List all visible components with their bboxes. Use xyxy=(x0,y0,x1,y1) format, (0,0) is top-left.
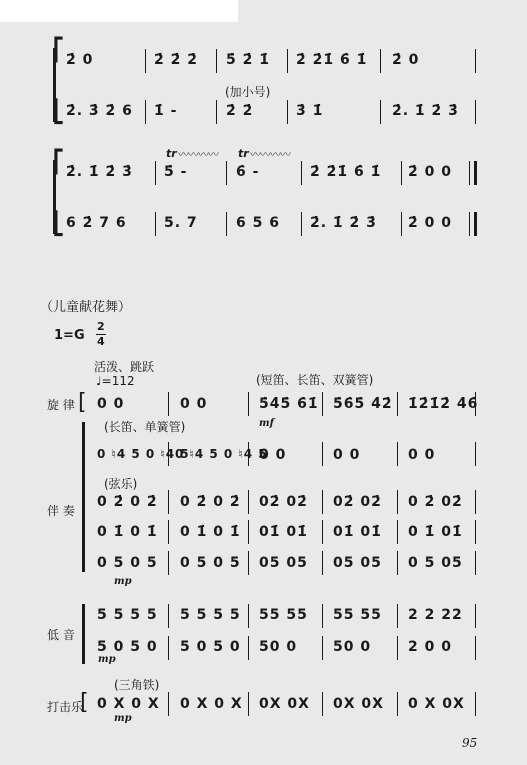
measure: 0 0 xyxy=(180,396,208,412)
barline xyxy=(475,604,476,628)
accomp-bracket xyxy=(82,422,85,572)
barline xyxy=(401,161,402,185)
percussion-bracket: [ xyxy=(80,690,89,715)
strings-instruments: (弦乐) xyxy=(104,477,138,491)
barline xyxy=(322,490,323,514)
barline xyxy=(168,692,169,716)
barline xyxy=(322,442,323,466)
measure: 2̇ 0 0 xyxy=(408,215,452,231)
measure: 0 X 0 X xyxy=(180,696,243,712)
measure: 0 X 0 X xyxy=(97,696,160,712)
piece-title: （儿童献花舞） xyxy=(40,300,132,315)
measure: 05 05 xyxy=(259,555,308,571)
measure: 0 2̇ 0 2̇ xyxy=(97,494,158,510)
barline xyxy=(475,692,476,716)
measure: 0 2̇ 02̇ xyxy=(408,494,463,510)
part-label-percussion: 打击乐 xyxy=(47,700,84,714)
barline xyxy=(248,520,249,544)
measure: 0 2̇ 0 2̇ xyxy=(180,494,241,510)
barline xyxy=(168,551,169,575)
measure: 2 2 22 xyxy=(408,607,463,623)
barline xyxy=(216,49,217,73)
measure: 0 0 xyxy=(259,447,287,463)
barline xyxy=(397,551,398,575)
measure: 02̇ 02̇ xyxy=(333,494,382,510)
measure: 0 0 xyxy=(97,396,125,412)
barline xyxy=(475,49,476,73)
dynamic-mp: mp xyxy=(98,654,116,665)
measure: 0 0 xyxy=(408,447,436,463)
measure: 2̇ 0 0 xyxy=(408,164,452,180)
measure: 2̇ 0 xyxy=(66,52,94,68)
measure: 5̇4̇5̇ 6̇1̇ xyxy=(259,396,319,412)
key-signature: 1=G xyxy=(54,328,85,343)
melody-instruments: (短笛、长笛、双簧管) xyxy=(256,373,374,387)
trill-wave: 〰〰〰〰 xyxy=(250,148,290,161)
barline xyxy=(469,212,470,236)
barline xyxy=(322,520,323,544)
measure: 5 5 5 5 xyxy=(180,607,241,623)
final-barline xyxy=(474,212,477,236)
measure: 6̇ - xyxy=(236,164,260,180)
barline xyxy=(397,392,398,416)
measure: 5 0 5 0 xyxy=(97,639,158,655)
measure: 0 1̇ 0 1̇ xyxy=(180,524,241,540)
measure: 0 5 0 5 xyxy=(180,555,241,571)
measure: 50 0 xyxy=(259,639,298,655)
barline xyxy=(248,490,249,514)
barline xyxy=(397,442,398,466)
barline xyxy=(322,551,323,575)
measure: 0 X 0X xyxy=(408,696,465,712)
barline xyxy=(401,212,402,236)
barline xyxy=(322,692,323,716)
barline xyxy=(216,100,217,124)
barline xyxy=(397,692,398,716)
barline xyxy=(475,636,476,660)
instrument-annotation: (加小号) xyxy=(225,85,271,99)
barline xyxy=(397,520,398,544)
barline xyxy=(287,100,288,124)
measure: 2̇ 0 xyxy=(392,52,420,68)
measure: 02̇ 02̇ xyxy=(259,494,308,510)
bracket-bottom: ⎣ xyxy=(53,100,64,125)
measure: 55 55 xyxy=(259,607,308,623)
trill-mark: tr xyxy=(238,147,249,160)
top-white-strip xyxy=(0,0,238,22)
measure: 5̇ - xyxy=(164,164,188,180)
dynamic-mp: mp xyxy=(114,713,132,724)
barline xyxy=(322,636,323,660)
trill-mark: tr xyxy=(166,147,177,160)
barline xyxy=(475,442,476,466)
measure: 0 ♮4 5 0 ♮4 5 xyxy=(175,447,268,461)
barline xyxy=(248,604,249,628)
measure: 0 1̇ 0 1̇ xyxy=(97,524,158,540)
page-number: 95 xyxy=(462,736,478,750)
measure: 1̇ - xyxy=(154,103,178,119)
measure: 2̇. 1̇ 2̇ 3̇ xyxy=(310,215,377,231)
final-barline xyxy=(474,161,477,185)
measure: 6 5 6 xyxy=(236,215,280,231)
measure: 50 0 xyxy=(333,639,372,655)
barline xyxy=(168,636,169,660)
barline xyxy=(301,212,302,236)
bracket-top: ⎡ xyxy=(53,38,64,63)
bass-bracket xyxy=(82,604,85,664)
barline xyxy=(226,212,227,236)
measure: 3̇ 1̇ xyxy=(296,103,324,119)
time-signature-bottom: 4 xyxy=(97,335,105,348)
measure: 55 55 xyxy=(333,607,382,623)
measure: 1̇2̇1̇2̇ 4̇6̇ xyxy=(408,396,479,412)
measure: 01̇ 01̇ xyxy=(333,524,382,540)
barline xyxy=(248,551,249,575)
measure: 2̇ 2̇1̇ 6̇ 1̇ xyxy=(296,52,368,68)
percussion-instrument: (三角铁) xyxy=(114,678,160,692)
barline xyxy=(380,49,381,73)
measure: 2̇. 1̇ 2̇ 3̇ xyxy=(66,164,133,180)
barline xyxy=(168,604,169,628)
barline xyxy=(475,551,476,575)
barline xyxy=(475,100,476,124)
measure: 5 5 5 5 xyxy=(97,607,158,623)
part-label-melody: 旋 律 xyxy=(47,398,75,412)
measure: 2 0 0 xyxy=(408,639,452,655)
measure: 0 5 0 5 xyxy=(97,555,158,571)
barline xyxy=(168,520,169,544)
expression-marking: 活泼、跳跃 xyxy=(94,360,155,374)
measure: 0 ♮4 5 0 ♮4 5 xyxy=(97,447,190,461)
measure: 0 1̇ 01̇ xyxy=(408,524,463,540)
measure: 0X 0X xyxy=(259,696,310,712)
measure: 2̇. 3̇ 2̇ 6 xyxy=(66,103,133,119)
measure: 2̇ 2̇ xyxy=(226,103,254,119)
measure: 5̇6̇5̇ 4̇2̇ xyxy=(333,396,393,412)
barline xyxy=(322,604,323,628)
barline xyxy=(155,161,156,185)
barline xyxy=(397,604,398,628)
trill-wave: 〰〰〰〰 xyxy=(178,148,218,161)
barline xyxy=(226,161,227,185)
barline xyxy=(322,392,323,416)
barline xyxy=(469,161,470,185)
tempo-marking: ♩=112 xyxy=(96,374,135,388)
barline xyxy=(287,49,288,73)
barline xyxy=(248,692,249,716)
measure: 0 0 xyxy=(333,447,361,463)
measure: 6 2̇ 7 6 xyxy=(66,215,127,231)
measure: 05 05 xyxy=(333,555,382,571)
measure: 5. 7 xyxy=(164,215,198,231)
measure: 2̇ 2̇1̇ 6̇ 1̇ xyxy=(310,164,382,180)
part-label-bass: 低 音 xyxy=(47,628,75,642)
barline xyxy=(475,520,476,544)
measure: 2̇. 1̇ 2̇ 3̇ xyxy=(392,103,459,119)
measure: 0 5 05 xyxy=(408,555,463,571)
barline xyxy=(168,392,169,416)
measure: 2̇ 2̇ 2̇ xyxy=(154,52,198,68)
barline xyxy=(397,490,398,514)
barline xyxy=(145,100,146,124)
measure: 0X 0X xyxy=(333,696,384,712)
time-signature-top: 2 xyxy=(97,320,105,333)
melody-bracket: [ xyxy=(78,390,87,415)
barline xyxy=(380,100,381,124)
measure: 01̇ 01̇ xyxy=(259,524,308,540)
barline xyxy=(168,490,169,514)
part-label-accompaniment: 伴 奏 xyxy=(47,504,75,518)
barline xyxy=(155,212,156,236)
bracket-bottom: ⎣ xyxy=(53,212,64,237)
barline xyxy=(248,392,249,416)
winds-instruments: (长笛、单簧管) xyxy=(104,420,186,434)
dynamic-mf: mf xyxy=(259,418,274,429)
barline xyxy=(397,636,398,660)
bracket-top: ⎡ xyxy=(53,150,64,175)
barline xyxy=(301,161,302,185)
barline xyxy=(248,636,249,660)
dynamic-mp: mp xyxy=(114,576,132,587)
measure: 5̇ 2̇ 1̇ xyxy=(226,52,270,68)
barline xyxy=(145,49,146,73)
barline xyxy=(475,490,476,514)
measure: 5 0 5 0 xyxy=(180,639,241,655)
